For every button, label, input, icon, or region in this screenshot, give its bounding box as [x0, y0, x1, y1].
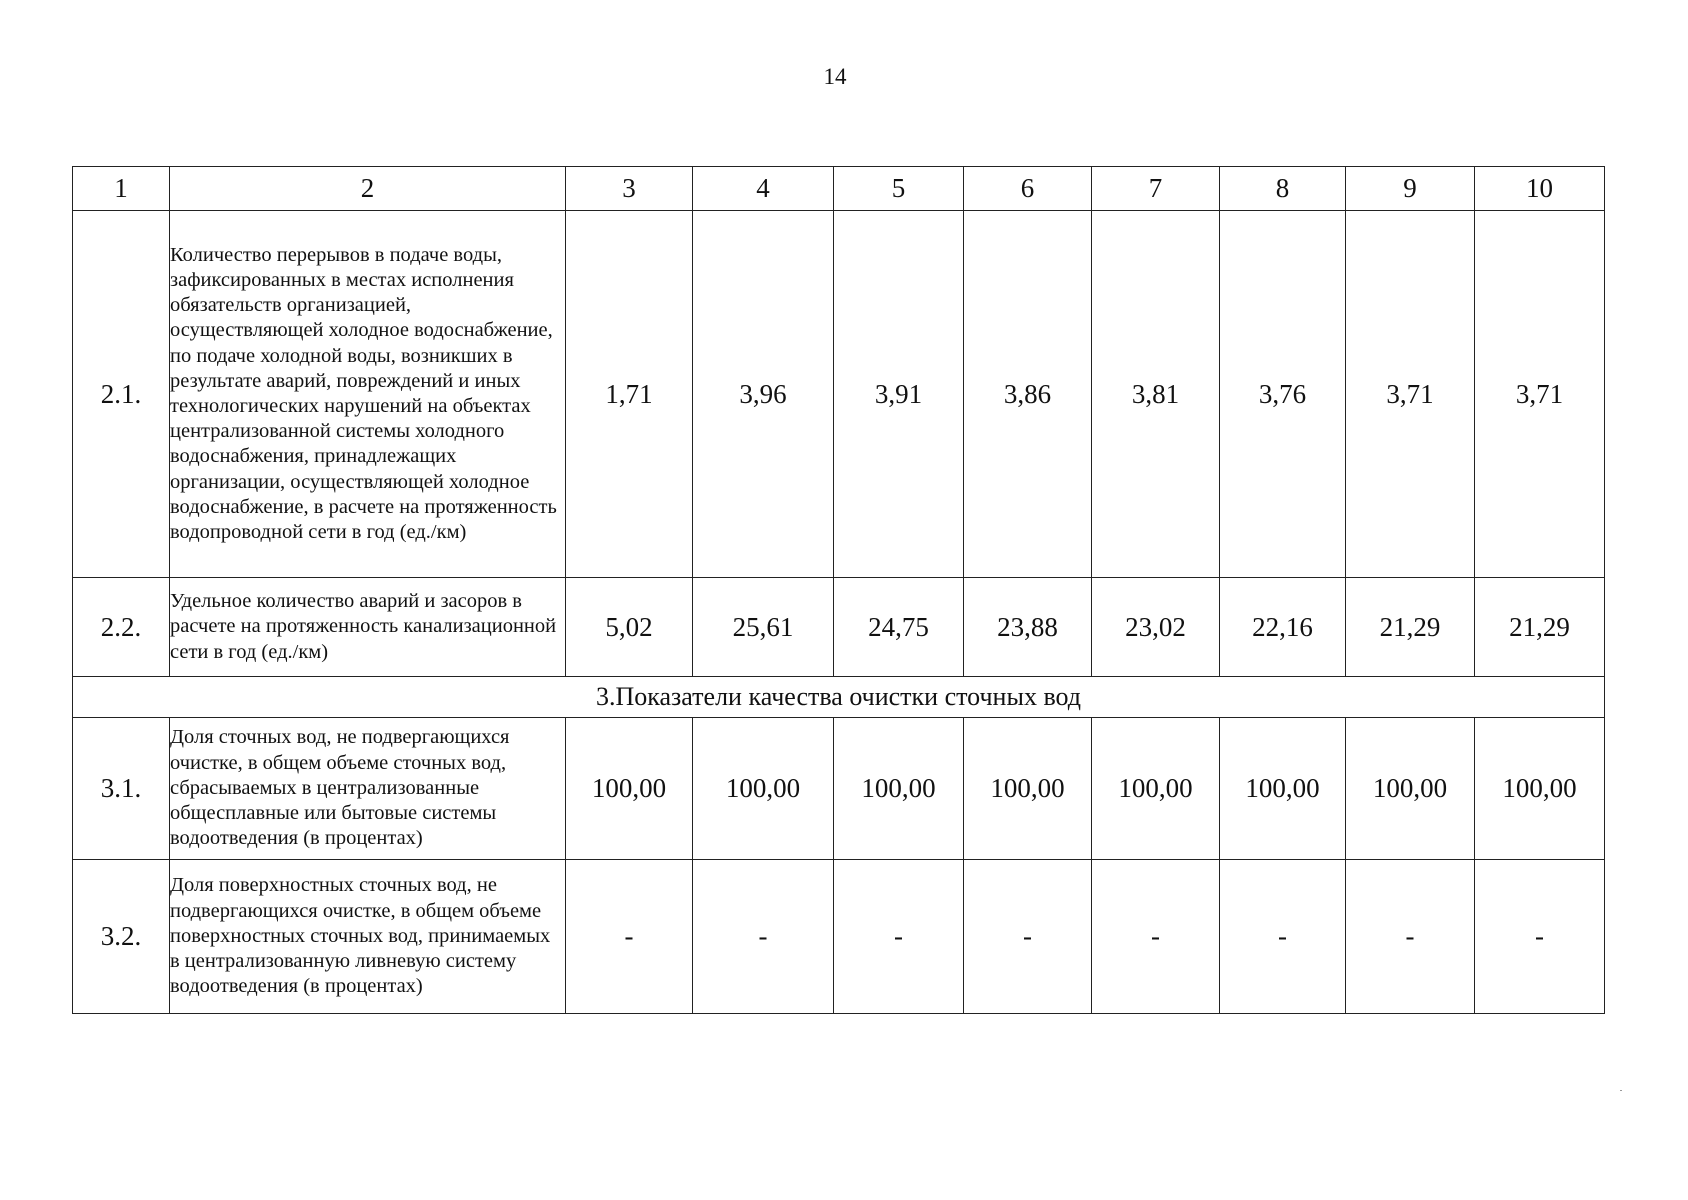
value-cell: 100,00	[1092, 718, 1220, 860]
value-cell: 100,00	[693, 718, 834, 860]
column-header: 3	[566, 167, 693, 211]
row-code: 3.1.	[73, 718, 170, 860]
column-header: 5	[834, 167, 964, 211]
indicators-table	[72, 166, 1605, 1014]
value-cell: 100,00	[964, 718, 1092, 860]
table-row	[73, 211, 1605, 578]
value-cell: -	[566, 860, 693, 1014]
table-row	[73, 578, 1605, 677]
column-number-row	[73, 167, 1605, 211]
page-number: 14	[823, 64, 847, 89]
value-cell: 24,75	[834, 578, 964, 677]
row-description: Доля сточных вод, не подвергающихся очистке, в общем объеме сточных вод, сбрасываемых в централизованные общесплавные или бытовые системы водоотведения (в процентах)	[170, 718, 566, 860]
column-header: 1	[73, 167, 170, 211]
value-cell: 3,81	[1092, 211, 1220, 578]
column-header: 8	[1220, 167, 1346, 211]
value-cell: 100,00	[1475, 718, 1605, 860]
row-description: Количество перерывов в подаче воды, зафиксированных в местах исполнения обязательств организацией, осуществляющей холодное водоснабжение, по подаче холодной воды, возникших в результате аварий, повреждений и иных технологических нарушений на объектах централизованной системы холодного водоснабжения, принадлежащих организации, осуществляющей холодное водоснабжение, в расчете на протяженность водопроводной сети в год (ед./км)	[170, 211, 566, 578]
table-row	[73, 718, 1605, 860]
value-cell: 22,16	[1220, 578, 1346, 677]
table-row	[73, 860, 1605, 1014]
value-cell: -	[834, 860, 964, 1014]
value-cell: 3,96	[693, 211, 834, 578]
value-cell: 100,00	[566, 718, 693, 860]
value-cell: 3,76	[1220, 211, 1346, 578]
value-cell: 3,86	[964, 211, 1092, 578]
row-code: 2.2.	[73, 578, 170, 677]
row-description: Доля поверхностных сточных вод, не подвергающихся очистке, в общем объеме поверхностных сточных вод, принимаемых в централизованную ливневую систему водоотведения (в процентах)	[170, 860, 566, 1014]
column-header: 2	[170, 167, 566, 211]
value-cell: 21,29	[1475, 578, 1605, 677]
value-cell: 3,71	[1346, 211, 1475, 578]
value-cell: 5,02	[566, 578, 693, 677]
column-header: 9	[1346, 167, 1475, 211]
value-cell: 1,71	[566, 211, 693, 578]
row-description: Удельное количество аварий и засоров в расчете на протяженность канализационной сети в год (ед./км)	[170, 578, 566, 677]
value-cell: 100,00	[1220, 718, 1346, 860]
value-cell: 3,91	[834, 211, 964, 578]
value-cell: 100,00	[834, 718, 964, 860]
value-cell: 25,61	[693, 578, 834, 677]
value-cell: -	[1092, 860, 1220, 1014]
section-title: 3.Показатели качества очистки сточных вод	[73, 677, 1605, 718]
value-cell: 3,71	[1475, 211, 1605, 578]
value-cell: -	[1220, 860, 1346, 1014]
scan-speck	[1620, 1090, 1622, 1091]
section-heading-row	[73, 677, 1605, 718]
value-cell: -	[693, 860, 834, 1014]
row-code: 3.2.	[73, 860, 170, 1014]
value-cell: 21,29	[1346, 578, 1475, 677]
value-cell: 100,00	[1346, 718, 1475, 860]
value-cell: 23,02	[1092, 578, 1220, 677]
value-cell: -	[1475, 860, 1605, 1014]
value-cell: -	[1346, 860, 1475, 1014]
column-header: 10	[1475, 167, 1605, 211]
value-cell: -	[964, 860, 1092, 1014]
column-header: 6	[964, 167, 1092, 211]
value-cell: 23,88	[964, 578, 1092, 677]
column-header: 4	[693, 167, 834, 211]
column-header: 7	[1092, 167, 1220, 211]
row-code: 2.1.	[73, 211, 170, 578]
